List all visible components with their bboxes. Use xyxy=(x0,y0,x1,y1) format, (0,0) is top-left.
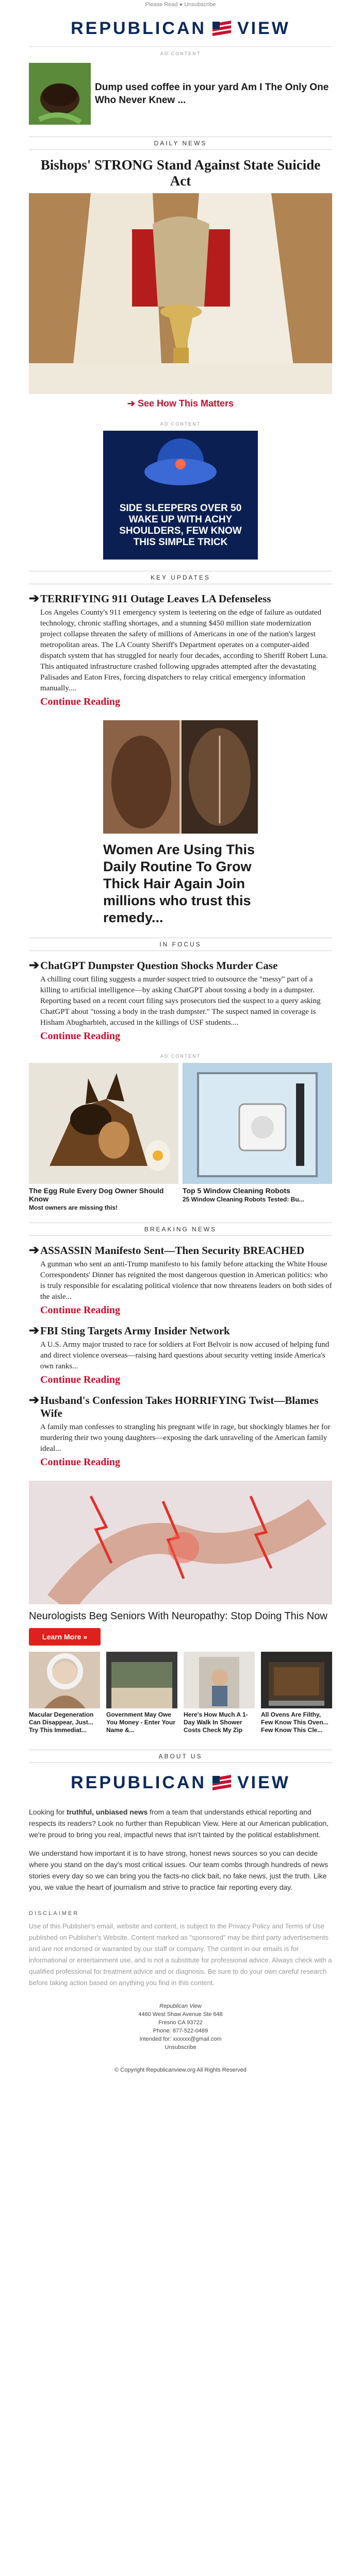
about-section xyxy=(0,1806,361,1893)
arrow-icon: ➔ xyxy=(29,592,40,605)
ad-subtitle: Most owners are missing this! xyxy=(29,1204,118,1211)
coffee-ad-headline[interactable]: Dump used coffee in your yard Am I The Only One Who Never Knew ... xyxy=(95,82,329,106)
continue-reading-link[interactable]: Continue Reading xyxy=(40,1456,121,1468)
key-updates-heading: KEY UPDATES xyxy=(29,571,332,584)
article-body: A chilling court filing suggests a murder suspect tried to outsource the "messy" part of a killing to artificial intelligence—by asking ChatGPT about tossing a body in a dumpster. Reporting based on a recent court filing says prosecutors tied the suspect to a query asking ChatGPT about "tossing a body in the trash dumpster." The suspect named in coverage is Hisham Abugharbieh, accused in the killings of USF students.... xyxy=(40,975,321,1027)
brand-logo[interactable] xyxy=(0,10,361,46)
footer-phone: Phone: 877-522-0489 xyxy=(153,2028,208,2034)
article-body: A gunman who sent an anti-Trump manifesto to his family before attacking the White House Correspondents' Dinner has reignited the most dangerous question in American politics: who is truly responsible for escalating political violence that now threatens leaders on both sides of the aisle... xyxy=(40,1260,332,1301)
article-title[interactable]: FBI Sting Targets Army Insider Network xyxy=(40,1325,230,1337)
article-title[interactable]: TERRIFYING 911 Outage Leaves LA Defenseless xyxy=(40,592,271,605)
ad-tile-image[interactable] xyxy=(261,1652,332,1708)
ad-tile-image[interactable] xyxy=(29,1652,100,1708)
about-heading: ABOUT US xyxy=(29,1750,332,1763)
ad-title[interactable]: Top 5 Window Cleaning Robots xyxy=(183,1187,290,1195)
continue-reading-link[interactable]: Continue Reading xyxy=(40,1374,121,1385)
article-body: Los Angeles County's 911 emergency system is teetering on the edge of failure as outdated technology, chronic staffing shortages, and a stunning $450 million state modernization project collapse threaten the safety of millions of Americans in one of the nation's largest metropolitan areas. The LA County Sheriff's Department operates on a computer-aided dispatch system that has struggled for nearly four decades, according to Sheriff Robert Luna. This antiquated infrastructure crashed following upgrades attempted after the devastating Palisades and Eaton Fires, forcing dispatchers to relay critical emergency information manually.... xyxy=(40,608,328,692)
brand-logo-footer xyxy=(0,1766,361,1799)
arrow-icon: ➔ xyxy=(29,1244,40,1257)
breaking-news-heading: BREAKING NEWS xyxy=(29,1223,332,1236)
hair-ad[interactable] xyxy=(103,720,258,926)
footer-intended: Intended for: xxxxxx@gmail.com xyxy=(139,2036,222,2042)
ad-label: AD CONTENT xyxy=(160,51,201,56)
brand-right: VIEW xyxy=(237,1772,290,1792)
dog-egg-ad[interactable] xyxy=(29,1063,178,1211)
learn-more-button[interactable]: Learn More » xyxy=(29,1628,101,1646)
in-focus-article xyxy=(29,959,332,1042)
brand-left: REPUBLICAN xyxy=(71,1772,206,1792)
dog-image[interactable] xyxy=(29,1063,178,1184)
hair-ad-text[interactable]: Women Are Using This Daily Routine To Grow Thick Hair Again Join millions who trust this remedy... xyxy=(103,842,255,925)
footer-city: Fresno CA 93722 xyxy=(158,2020,203,2026)
coffee-ad[interactable] xyxy=(29,60,332,127)
ad-label: AD CONTENT xyxy=(160,421,201,427)
window-robot-ad[interactable] xyxy=(183,1063,332,1211)
ad-title[interactable]: The Egg Rule Every Dog Owner Should Know xyxy=(29,1187,164,1203)
ads-pair xyxy=(29,1063,332,1211)
continue-reading-link[interactable]: Continue Reading xyxy=(40,1030,121,1042)
neuropathy-ad-title[interactable]: Neurologists Beg Seniors With Neuropathy: Stop Doing This Now xyxy=(29,1611,327,1622)
arrow-icon: ➔ xyxy=(29,1324,40,1337)
article-title[interactable]: ChatGPT Dumpster Question Shocks Murder Case xyxy=(40,959,278,972)
footer-unsubscribe-link[interactable]: Unsubscribe xyxy=(165,2044,196,2050)
ad-tile[interactable] xyxy=(261,1652,332,1734)
ad-tile-title[interactable]: All Ovens Are Filthy, Few Know This Oven... Few Know This Cle... xyxy=(261,1711,329,1734)
breaking-article-2 xyxy=(29,1325,332,1386)
ad-tile-title[interactable]: Macular Degeneration Can Disappear, Just... Try This Immediat... xyxy=(29,1711,94,1734)
neuropathy-image[interactable] xyxy=(29,1481,332,1604)
ad-tile-image[interactable] xyxy=(106,1652,177,1708)
ads-four xyxy=(29,1652,332,1734)
ad-tile-title[interactable]: Government May Owe You Money - Enter Your Name &... xyxy=(106,1711,176,1734)
arrow-icon: ➔ xyxy=(29,1394,40,1407)
article-title[interactable]: Husband's Confession Takes HORRIFYING Twist—Blames Wife xyxy=(40,1394,319,1419)
unsubscribe-bar[interactable] xyxy=(0,0,361,10)
hair-ad-image[interactable] xyxy=(103,720,258,834)
ad-tile[interactable] xyxy=(106,1652,177,1734)
ad-tile[interactable] xyxy=(184,1652,255,1734)
disclaimer-text: Use of this Publisher's email, website and content, is subject to the Privacy Policy and Terms of Use published on Publisher's Website. Content marked as "sponsored" may be third party advertisements and are not endorsed or warranted by our staff or company. The content in our emails is for informational or entertainment use, and is not a substitute for professional advice. Always check with a qualified professional for treatment advice and or diagnosis. Be sure to do your own careful research before taking action based on anything you find in this content. xyxy=(29,1922,332,1987)
about-emphasis: truthful, unbiased news xyxy=(67,1808,148,1816)
daily-news-title[interactable]: Bishops' STRONG Stand Against State Suicide Act xyxy=(40,157,321,189)
neuropathy-ad[interactable] xyxy=(29,1481,332,1646)
see-how-link[interactable]: ➔ See How This Matters xyxy=(127,398,234,409)
article-title[interactable]: ASSASSIN Manifesto Sent—Then Security BREACHED xyxy=(40,1244,305,1257)
robot-image[interactable] xyxy=(183,1063,332,1184)
about-paragraph-1: Looking for truthful, unbiased news from a team that understands ethical reporting and respects its readers? Look no further than Republican View. Here at our American publication, we're proud to bring you real, impactful news that isn't tainted by the political establishment. xyxy=(29,1808,329,1839)
key-updates-article xyxy=(29,592,332,708)
coffee-image[interactable] xyxy=(29,63,91,125)
breaking-article-1 xyxy=(29,1244,332,1316)
daily-news-heading: DAILY NEWS xyxy=(29,137,332,150)
continue-reading-link[interactable]: Continue Reading xyxy=(40,1304,121,1316)
brand-left: REPUBLICAN xyxy=(71,18,206,38)
breaking-article-3 xyxy=(29,1394,332,1468)
ad-tile-image[interactable] xyxy=(184,1652,255,1708)
article-body: A family man confesses to strangling his pregnant wife in rage, but shockingly blames her for murdering their two young daughters—exposing the dark unraveling of the American family ideal... xyxy=(40,1423,331,1453)
daily-news-image[interactable] xyxy=(29,193,332,394)
continue-reading-link[interactable]: Continue Reading xyxy=(40,696,121,707)
about-paragraph-2: We understand how important it is to have strong, honest news sources so you can decide where you stand on the day's most critical issues. Our team combs through hundreds of news stories every day so we can bring you the facts-no click bait, no fake news, just the truth. Like you, we value the heart of journalism and strive to practice fair reporting every day. xyxy=(29,1849,329,1891)
footer-street: 4460 West Shaw Avenue Ste 648 xyxy=(138,2011,223,2018)
ad-label: AD CONTENT xyxy=(160,1054,201,1059)
article-body: A U.S. Army major trusted to race for soldiers at Fort Belvoir is now accused of helping fund and direct violence overseas—raising hard questions about security vetting inside America's own ranks... xyxy=(40,1341,330,1370)
footer-address xyxy=(0,2002,361,2052)
ad-subtitle: 25 Window Cleaning Robots Tested: Bu... xyxy=(183,1196,304,1203)
unsubscribe-link[interactable]: Please Read ● Unsubscribe xyxy=(145,2,216,8)
sleepers-ad[interactable] xyxy=(103,431,258,560)
copyright: © Copyright Republicanview.org All Rights Reserved xyxy=(114,2067,247,2073)
in-focus-heading: IN FOCUS xyxy=(29,938,332,951)
ad-tile-title[interactable]: Here's How Much A 1-Day Walk In Shower Costs Check My Zip xyxy=(184,1711,248,1734)
brand-right: VIEW xyxy=(237,18,290,38)
divider xyxy=(29,46,332,47)
arrow-icon: ➔ xyxy=(29,959,40,972)
footer-name: Republican View xyxy=(159,2003,202,2009)
sleepers-ad-text: SIDE SLEEPERS OVER 50 WAKE UP WITH ACHY SHOULDERS, FEW KNOW THIS SIMPLE TRICK xyxy=(119,503,242,548)
ad-tile[interactable] xyxy=(29,1652,100,1734)
flag-icon xyxy=(211,20,232,37)
disclaimer-heading: DISCLAIMER xyxy=(29,1910,79,1917)
flag-icon xyxy=(211,1774,232,1791)
